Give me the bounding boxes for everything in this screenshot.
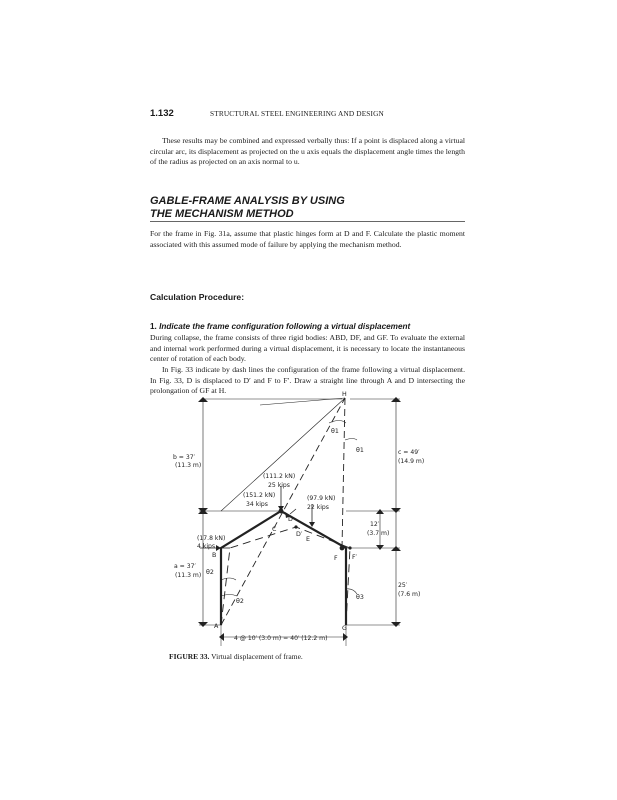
dim-a-m: (11.3 m): [175, 572, 202, 579]
intro-paragraph: These results may be combined and expressed verbally thus: If a point is displaced along a virtual circular arc, its displacement as projected on the u axis equals the displacement angle times the length of the radius as projected on an axis normal to u.: [150, 136, 465, 167]
label-f-prime: F′: [352, 554, 358, 561]
dim-arrow-span-right: [343, 633, 348, 641]
label-theta3: θ3: [356, 594, 364, 601]
dim-arrow-col-bottom: [391, 622, 401, 627]
dim-rise-ft: 12′: [370, 521, 380, 528]
line-h-f: [342, 398, 345, 548]
label-g: G: [342, 625, 347, 632]
step1-paragraph1: During collapse, the frame consists of three rigid bodies: ABD, DF, and GF. To evaluate the external and internal work performed during a virtual displacement, it is necessary to locate the instantaneous center of rotation of each body.: [150, 333, 465, 364]
dim-arrow-span-left: [219, 633, 224, 641]
arc-theta1-a: [329, 421, 346, 424]
calc-heading: Calculation Procedure:: [150, 292, 245, 302]
running-head: STRUCTURAL STEEL ENGINEERING AND DESIGN: [210, 109, 384, 118]
page-number: 1.132: [150, 108, 174, 119]
label-theta2-b: θ2: [236, 598, 244, 605]
label-e: E: [306, 536, 310, 543]
hinge-f: [340, 546, 345, 551]
label-d-prime: D′: [296, 531, 303, 538]
section-title-line2: THE MECHANISM METHOD: [150, 207, 294, 220]
step1-title: Indicate the frame configuration following a virtual displacement: [159, 322, 411, 331]
load1-kips: 25 kips: [268, 482, 290, 489]
dim-arrow-c-bottom: [391, 508, 401, 513]
label-h: H: [342, 391, 347, 398]
arc-theta2-a: [221, 578, 236, 580]
load2-kips: 34 kips: [246, 501, 268, 508]
original-frame: [221, 511, 346, 625]
arc-theta2-b: [221, 595, 237, 597]
dim-col-ft: 25′: [398, 582, 408, 589]
dim-b-m: (11.3 m): [175, 462, 202, 469]
load3-kn: (97.9 kN): [307, 495, 336, 502]
dim-span: 4 @ 10′ (3.0 m) = 40′ (12.2 m): [234, 635, 328, 642]
point-f-prime: [348, 546, 351, 549]
dim-arrow-rise-bottom: [376, 545, 384, 550]
dim-col-m: (7.6 m): [398, 591, 421, 598]
dim-arrow-c-top: [391, 397, 401, 402]
arc-theta1-b: [345, 439, 357, 441]
hinge-d: [279, 509, 284, 514]
dim-c-m: (14.9 m): [398, 458, 425, 465]
load1-kn: (111.2 kN): [263, 473, 296, 480]
load4-kips: 4 kips: [197, 543, 216, 550]
displaced-frame: [221, 527, 350, 625]
label-b: B: [212, 552, 217, 559]
label-a: A: [214, 623, 219, 630]
dim-arrow-a-bottom: [198, 622, 208, 627]
dim-arrow-col-top: [391, 546, 401, 551]
section-title-line1: GABLE-FRAME ANALYSIS BY USING: [150, 195, 345, 207]
dim-arrow-b-top: [198, 397, 208, 402]
dim-a-ft: a = 37′: [174, 563, 196, 570]
label-f: F: [334, 555, 338, 562]
dim-arrow-rise-top: [376, 509, 384, 514]
step1-paragraph2: In Fig. 33 indicate by dash lines the configuration of the frame following a virtual displacement. In Fig. 33, D is displaced to D′ and F to F′. Draw a straight line through A and D intersecting the prolongation of GF at H.: [150, 365, 465, 396]
dim-rise-m: (3.7 m): [367, 530, 390, 537]
label-theta1-b: θ1: [356, 447, 364, 454]
load2-kn: (151.2 kN): [243, 492, 276, 499]
dim-c-ft: c = 49′: [398, 449, 420, 456]
label-c: C: [272, 526, 277, 533]
load3-kips: 22 kips: [307, 504, 329, 511]
problem-paragraph: For the frame in Fig. 31a, assume that plastic hinges form at D and F. Calculate the plastic moment associated with this assumed mode of failure by applying the mechanism method.: [150, 229, 465, 249]
label-theta1-a: θ1: [331, 428, 339, 435]
load-arrow-2: [290, 509, 296, 514]
point-d-prime: [294, 525, 297, 528]
figure-caption: [169, 652, 303, 661]
dim-b-ft: b = 37′: [173, 454, 195, 461]
figure-caption-text: Virtual displacement of frame.: [211, 652, 303, 661]
load4-kn: (17.8 kN): [197, 535, 226, 542]
dim-arrow-a-top: [198, 509, 208, 514]
step1-number: 1.: [150, 322, 157, 331]
label-d: D: [288, 516, 293, 523]
label-theta2-a: θ2: [206, 569, 214, 576]
figure-caption-label: FIGURE 33.: [169, 652, 210, 661]
